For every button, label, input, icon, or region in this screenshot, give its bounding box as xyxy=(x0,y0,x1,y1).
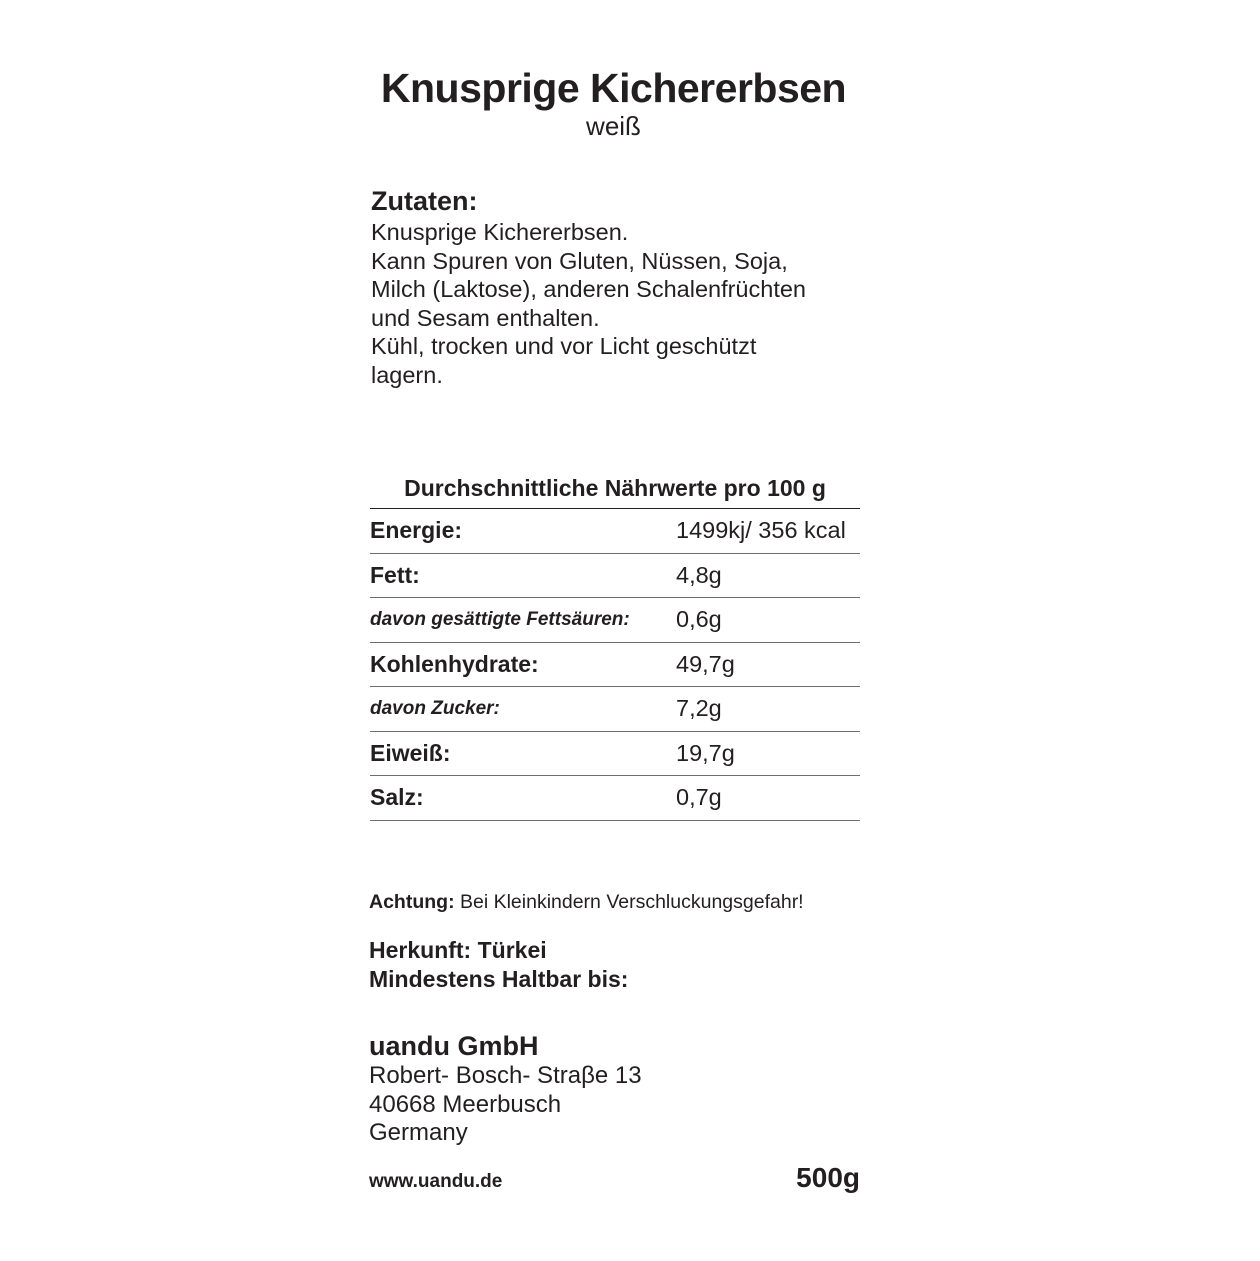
nutrition-row-salt xyxy=(370,776,860,821)
nutrition-heading: Durchschnittliche Nährwerte pro 100 g xyxy=(370,468,860,509)
nutrition-label: Salz: xyxy=(370,784,424,811)
ingredients-line: Milch (Laktose), anderen Schalenfrüchten xyxy=(371,276,806,303)
ingredients-line: lagern. xyxy=(371,361,443,388)
ingredients-section xyxy=(371,184,871,390)
company-name: uandu GmbH xyxy=(369,1031,539,1061)
website-link[interactable]: www.uandu.de xyxy=(369,1171,503,1192)
nutrition-value: 49,7g xyxy=(676,650,735,677)
ingredients-line: und Sesam enthalten. xyxy=(371,304,600,331)
nutrition-value: 0,7g xyxy=(676,784,722,811)
nutrition-label: davon gesättigte Fettsäuren: xyxy=(370,608,630,630)
nutrition-table xyxy=(370,468,860,821)
origin-country: Herkunft: Türkei xyxy=(369,937,547,963)
nutrition-label: Energie: xyxy=(370,517,463,544)
best-before: Mindestens Haltbar bis: xyxy=(369,966,629,992)
ingredients-text xyxy=(371,218,871,390)
nutrition-row-energy xyxy=(370,509,860,554)
nutrition-row-sugar xyxy=(370,687,860,732)
nutrition-label: Eiweiß: xyxy=(370,739,451,766)
nutrition-row-carbohydrates xyxy=(370,643,860,688)
company-country: Germany xyxy=(369,1119,468,1146)
nutrition-value: 19,7g xyxy=(676,739,735,766)
nutrition-value: 1499kj/ 356 kcal xyxy=(676,517,846,544)
warning-text: Bei Kleinkindern Verschluckungsgefahr! xyxy=(454,891,804,913)
nutrition-row-fat xyxy=(370,554,860,599)
company-street: Robert- Bosch- Straβe 13 xyxy=(369,1062,642,1089)
nutrition-label: davon Zucker: xyxy=(370,697,500,719)
nutrition-value: 4,8g xyxy=(676,561,722,588)
nutrition-value: 0,6g xyxy=(676,606,722,633)
nutrition-row-saturated-fat xyxy=(370,598,860,643)
ingredients-line: Knusprige Kichererbsen. xyxy=(371,219,629,245)
ingredients-heading: Zutaten: xyxy=(371,186,478,216)
net-weight: 500g xyxy=(796,1162,860,1193)
ingredients-line: Kann Spuren von Gluten, Nüssen, Soja, xyxy=(371,247,788,274)
nutrition-label: Kohlenhydrate: xyxy=(370,650,539,677)
choking-warning xyxy=(369,889,804,915)
product-variant: weiß xyxy=(586,111,641,141)
warning-label: Achtung: xyxy=(369,891,455,913)
nutrition-label: Fett: xyxy=(370,561,420,588)
nutrition-row-protein xyxy=(370,732,860,777)
nutrition-value: 7,2g xyxy=(676,695,722,722)
ingredients-line: Kühl, trocken und vor Licht geschützt xyxy=(371,333,757,360)
company-city: 40668 Meerbusch xyxy=(369,1090,562,1118)
origin-section xyxy=(369,936,628,994)
product-title: Knusprige Kichererbsen xyxy=(380,65,847,111)
company-address xyxy=(369,1030,642,1148)
